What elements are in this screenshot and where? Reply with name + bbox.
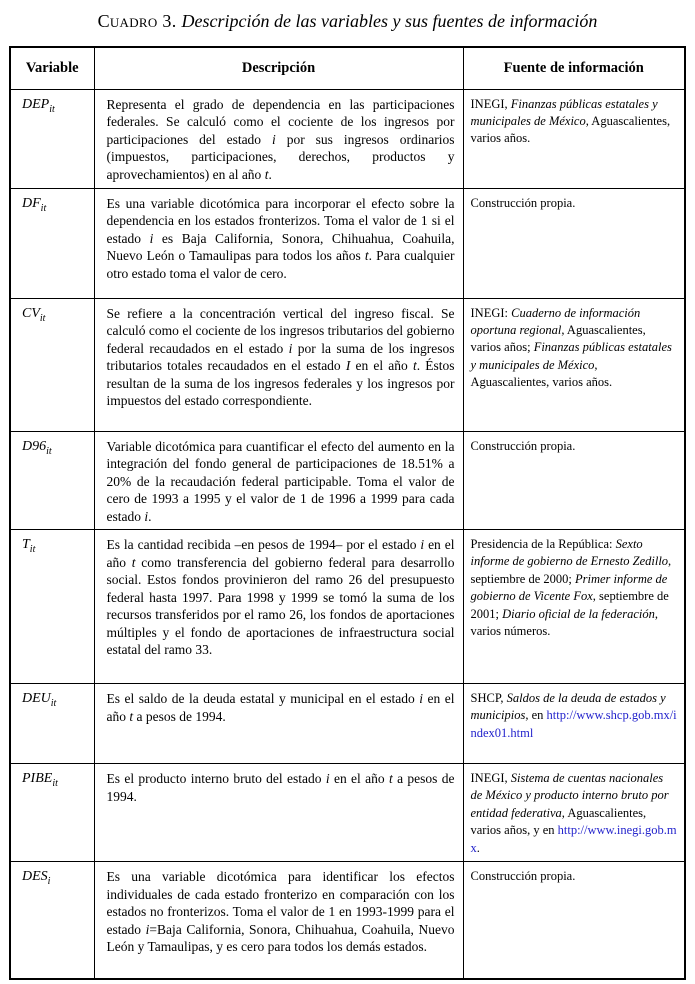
table-title-text: Descripción de las variables y sus fuentes de información bbox=[181, 11, 598, 31]
text-segment: . bbox=[268, 166, 272, 182]
variable-cell bbox=[10, 684, 94, 764]
text-segment: en el año bbox=[350, 358, 413, 373]
italic-text: Saldos de la deuda de estados y municipios bbox=[470, 691, 666, 723]
italic-text: t bbox=[129, 708, 134, 724]
italic-text: t bbox=[364, 248, 369, 263]
italic-text: Finanzas públicas estatales y municipales de México bbox=[470, 340, 672, 372]
variable-name: $CV_{it}$ bbox=[22, 305, 46, 324]
header-row bbox=[10, 47, 685, 89]
table-row bbox=[10, 862, 685, 979]
text-segment: , varios números. bbox=[470, 606, 658, 639]
italic-text: i bbox=[145, 921, 150, 937]
italic-text: Sexto informe de gobierno de Ernesto Zedillo bbox=[470, 537, 669, 569]
description-cell bbox=[94, 684, 463, 764]
variable-cell bbox=[10, 89, 94, 188]
source-cell bbox=[463, 764, 685, 862]
text-segment: Representa el grado de dependencia en las participaciones federales. Se calculó como el cociente de los ingresos por participaciones del estado bbox=[106, 96, 455, 147]
text-segment: . Para cualquier otro estado toma el valor de cero. bbox=[106, 248, 455, 281]
text-segment: Presidencia de la República: bbox=[470, 537, 616, 551]
description-cell bbox=[94, 431, 463, 530]
italic-text: I bbox=[345, 358, 351, 373]
text-segment: , septiembre de 2000; bbox=[470, 554, 672, 586]
text-segment: Se refiere a la concentración vertical del ingreso fiscal. Se calculó como el cociente de los ingresos tributarios del gobierno federal recaudados en el estado bbox=[106, 305, 455, 356]
variable-name: $DES_i$ bbox=[22, 869, 51, 887]
text-segment: . bbox=[148, 508, 152, 524]
variable-cell bbox=[10, 188, 94, 298]
variable-name: $DF_{it}$ bbox=[22, 195, 47, 214]
variable-name: $T_{it}$ bbox=[22, 537, 36, 555]
text-segment: a pesos de 1994. bbox=[133, 708, 226, 724]
variable-name: $PIBE_{it}$ bbox=[22, 771, 58, 789]
italic-text: i bbox=[149, 230, 154, 246]
source-link[interactable]: http://www.shcp.gob.mx/index01.html bbox=[470, 708, 677, 740]
text-segment: SHCP, bbox=[470, 691, 507, 705]
text-segment: INEGI, bbox=[470, 771, 511, 785]
text-segment: =Baja California, Sonora, Chihuahua, Coahuila, Nuevo León y Tamaulipas, y es cero para todos los demás estados. bbox=[106, 921, 455, 955]
text-segment: INEGI: bbox=[470, 305, 512, 320]
text-segment: en el año bbox=[106, 537, 455, 570]
table-title bbox=[0, 0, 695, 33]
text-segment: , Aguascalientes, varios años. bbox=[470, 357, 613, 390]
italic-text: t bbox=[131, 554, 136, 570]
table-row bbox=[10, 764, 685, 862]
text-segment: como transferencia del gobierno federal para desarrollo social. Estos fondos provinieron del ramo 26 del presupuesto federal hasta 1997. Para 1998 y 1999 se tomó la suma de los recursos transferidos por el ramo 26, los fondos de aportaciones múltiples y el fondo de aportaciones de infraestructura social estatal del ramo 33. bbox=[106, 554, 455, 657]
text-segment: Es la cantidad recibida –en pesos de 1994– por el estado bbox=[106, 537, 421, 552]
text-segment: Construcción propia. bbox=[470, 869, 576, 884]
text-segment: a pesos de 1994. bbox=[106, 771, 455, 804]
italic-text: Primer informe de gobierno de Vicente Fox bbox=[470, 571, 668, 604]
description-cell bbox=[94, 530, 463, 684]
text-segment: , Aguascalientes, varios años. bbox=[470, 113, 671, 146]
description-cell bbox=[94, 188, 463, 298]
source-cell bbox=[463, 530, 685, 684]
source-link[interactable]: http://www.inegi.gob.mx bbox=[470, 823, 677, 855]
variable-cell bbox=[10, 298, 94, 431]
header-source: Fuente de información bbox=[463, 47, 685, 89]
text-segment: Construcción propia. bbox=[470, 195, 576, 210]
text-segment: en el año bbox=[329, 771, 389, 786]
source-cell bbox=[463, 684, 685, 764]
italic-text: t bbox=[264, 166, 269, 182]
table-row bbox=[10, 431, 685, 530]
source-cell bbox=[463, 431, 685, 530]
table-row bbox=[10, 188, 685, 298]
table-row bbox=[10, 89, 685, 188]
italic-text: Sistema de cuentas nacionales de México y producto interno bruto por entidad federativa bbox=[470, 771, 669, 820]
description-cell bbox=[94, 89, 463, 188]
italic-text: Cuaderno de información oportuna regional bbox=[470, 305, 641, 337]
source-cell bbox=[463, 862, 685, 979]
text-segment: , septiembre de 2001; bbox=[470, 589, 669, 621]
table-row bbox=[10, 530, 685, 684]
variable-cell bbox=[10, 862, 94, 979]
italic-text: i bbox=[144, 508, 149, 524]
table-title-label: Cuadro 3. bbox=[97, 11, 177, 31]
text-segment: , en bbox=[525, 708, 547, 723]
text-segment: por la suma de los ingresos tributarios totales recaudados en el estado bbox=[106, 340, 455, 373]
text-segment: Construcción propia. bbox=[470, 438, 576, 453]
text-segment: INEGI, bbox=[470, 96, 511, 111]
description-cell bbox=[94, 862, 463, 979]
table-row bbox=[10, 298, 685, 431]
text-segment: . Éstos resultan de la suma de los ingresos federales y los ingresos por impuestos del estado correspondiente. bbox=[106, 358, 455, 408]
variable-name: $D96_{it}$ bbox=[22, 438, 52, 457]
table-row bbox=[10, 684, 685, 764]
variable-name: $DEP_{it}$ bbox=[22, 96, 55, 115]
italic-text: t bbox=[388, 771, 393, 786]
variable-cell bbox=[10, 431, 94, 530]
variable-cell bbox=[10, 764, 94, 862]
italic-text: Diario oficial de la federación bbox=[502, 606, 655, 621]
header-description: Descripción bbox=[94, 47, 463, 89]
description-cell bbox=[94, 298, 463, 431]
italic-text: i bbox=[272, 131, 276, 147]
variable-cell bbox=[10, 530, 94, 684]
text-segment: Es una variable dicotómica para incorporar el efecto sobre la dependencia en los estados fronterizos. Toma el valor de 1 si el estado bbox=[106, 195, 455, 246]
text-segment: , Aguascalientes, varios años; bbox=[470, 322, 646, 355]
italic-text: t bbox=[412, 358, 417, 373]
text-segment: Variable dicotómica para cuantificar el efecto del aumento en la integración del fondo general de participaciones de 18.51% a 20% de la recaudación federal participable. Toma el valor de cero de 1993 a 1995 y el valor de 1 de 1996 a 1999 para cada estado bbox=[106, 438, 455, 524]
italic-text: i bbox=[325, 771, 330, 786]
header-variable: Variable bbox=[10, 47, 94, 89]
text-segment: . bbox=[476, 840, 480, 855]
source-cell bbox=[463, 188, 685, 298]
text-segment: Es el saldo de la deuda estatal y municipal en el estado bbox=[106, 691, 420, 706]
text-segment: Es una variable dicotómica para identificar los efectos individuales de cada estado fronterizo en comparación con los estados no fronterizos. Toma el valor de 1 en 1993-1999 para el estado bbox=[106, 869, 455, 937]
italic-text: i bbox=[288, 340, 293, 356]
italic-text: Finanzas públicas estatales y municipales de México bbox=[470, 96, 658, 128]
variable-name: $DEU_{it}$ bbox=[22, 691, 57, 709]
text-segment: en el año bbox=[106, 691, 455, 724]
italic-text: i bbox=[419, 691, 423, 706]
source-cell bbox=[463, 298, 685, 431]
variables-table bbox=[9, 46, 686, 980]
text-segment: Es el producto interno bruto del estado bbox=[106, 771, 326, 786]
text-segment: por sus ingresos ordinarios (impuestos, participaciones, derechos, productos y aprovechamientos) en al año bbox=[106, 131, 455, 182]
text-segment: , Aguascalientes, varios años, y en bbox=[470, 805, 647, 838]
text-segment: es Baja California, Sonora, Chihuahua, Coahuila, Nuevo León o Tamaulipas para todos los años bbox=[106, 230, 455, 263]
source-cell bbox=[463, 89, 685, 188]
description-cell bbox=[94, 764, 463, 862]
italic-text: i bbox=[420, 537, 425, 552]
